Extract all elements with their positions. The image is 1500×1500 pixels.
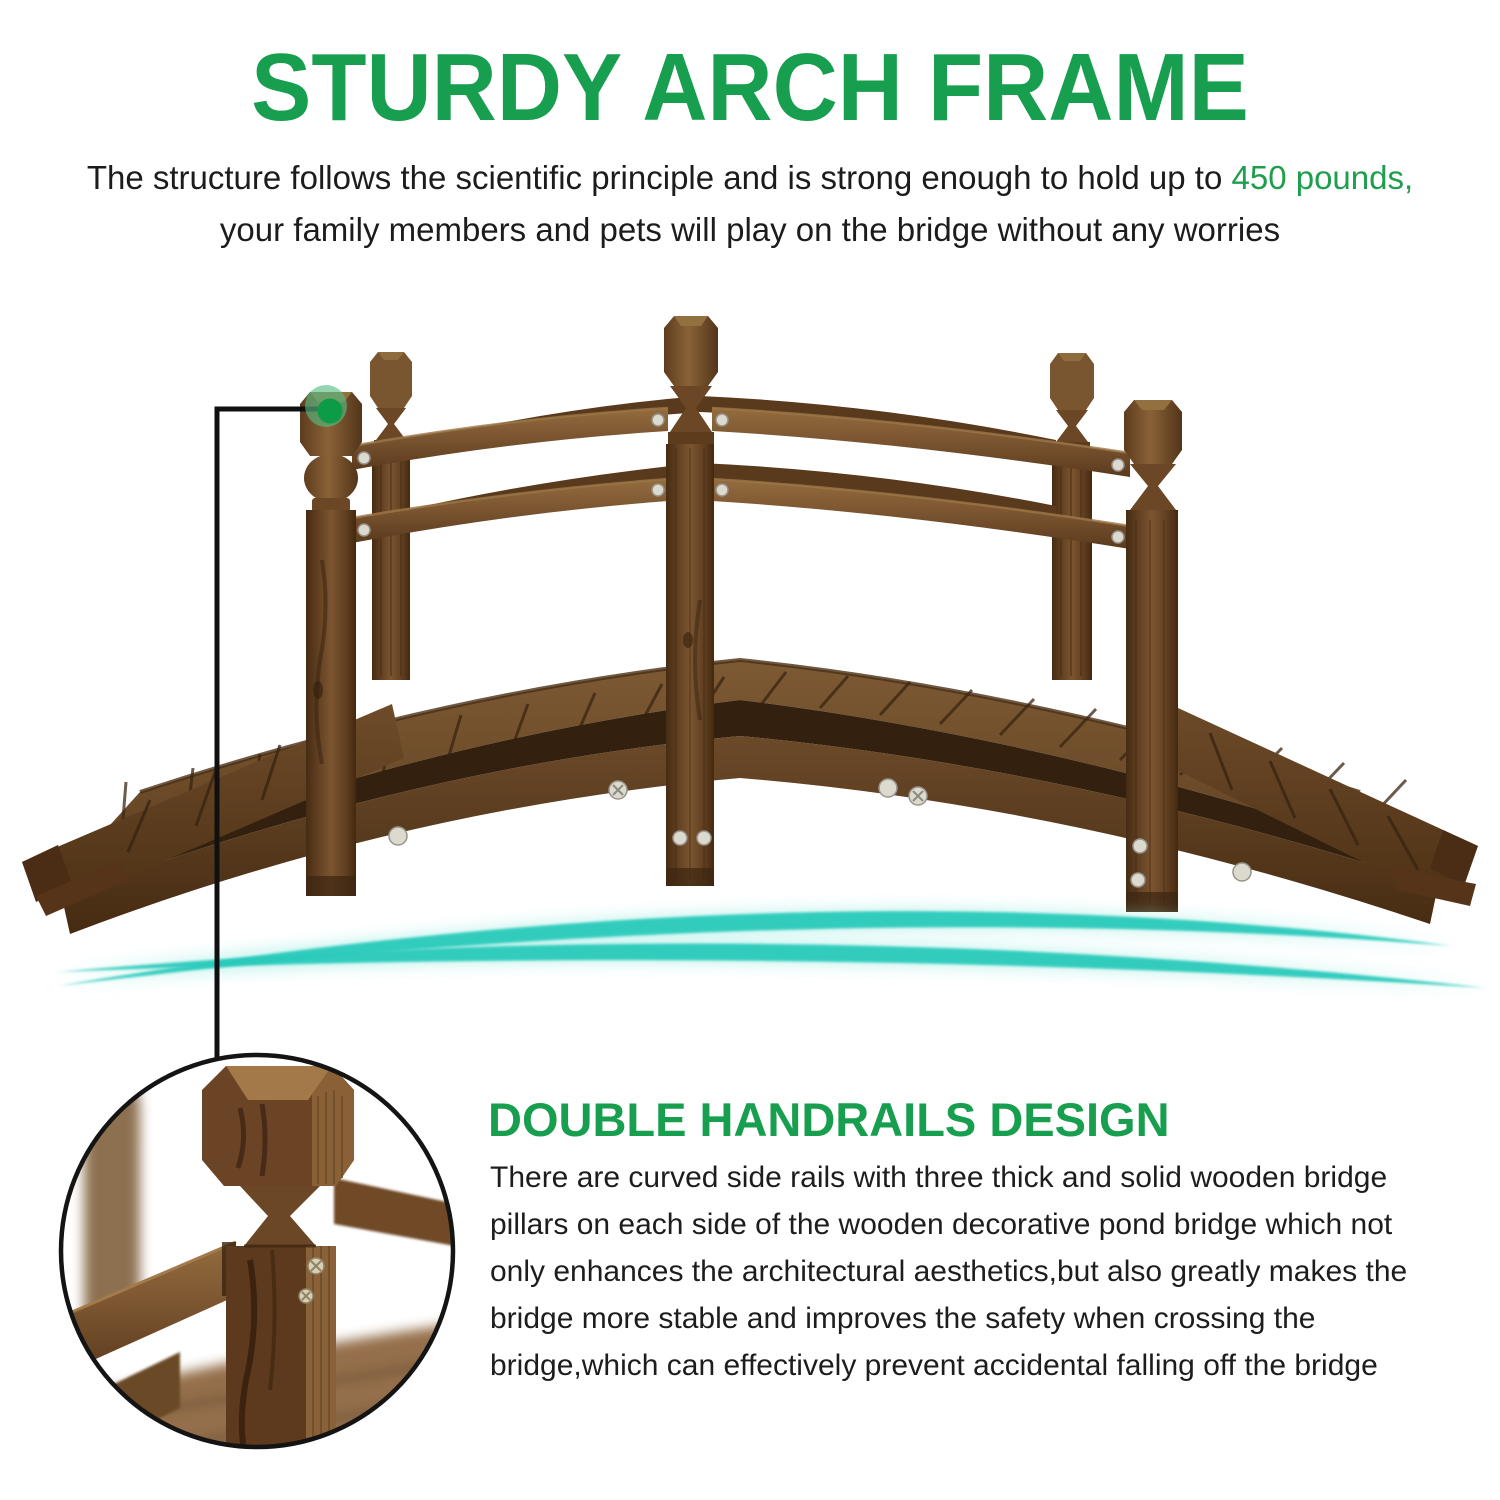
bridge-post-right <box>1124 400 1182 912</box>
body-line: pillars on each side of the wooden decorative pond bridge which not <box>490 1208 1393 1241</box>
section-body <box>490 1154 1470 1389</box>
subtitle-line2: your family members and pets will play on the bridge without any worries <box>219 211 1281 248</box>
bridge-post-left <box>300 392 362 896</box>
subtitle-text: The structure follows the scientific principle and is strong enough to hold up to <box>86 159 1232 196</box>
body-line: bridge more stable and improves the safety when crossing the <box>490 1302 1316 1335</box>
page-title: STURDY ARCH FRAME <box>251 34 1249 141</box>
swoosh-underline <box>58 911 1486 988</box>
body-line: only enhances the architectural aesthetics,but also greatly makes the <box>490 1255 1408 1288</box>
subtitle-highlight: 450 pounds, <box>1231 159 1414 196</box>
inset-circle <box>40 1055 468 1476</box>
body-line: bridge,which can effectively prevent accidental falling off the bridge <box>490 1349 1378 1382</box>
callout-marker-icon <box>318 399 343 424</box>
section-heading: DOUBLE HANDRAILS DESIGN <box>488 1093 1170 1146</box>
body-line: There are curved side rails with three thick and solid wooden bridge <box>490 1161 1388 1194</box>
